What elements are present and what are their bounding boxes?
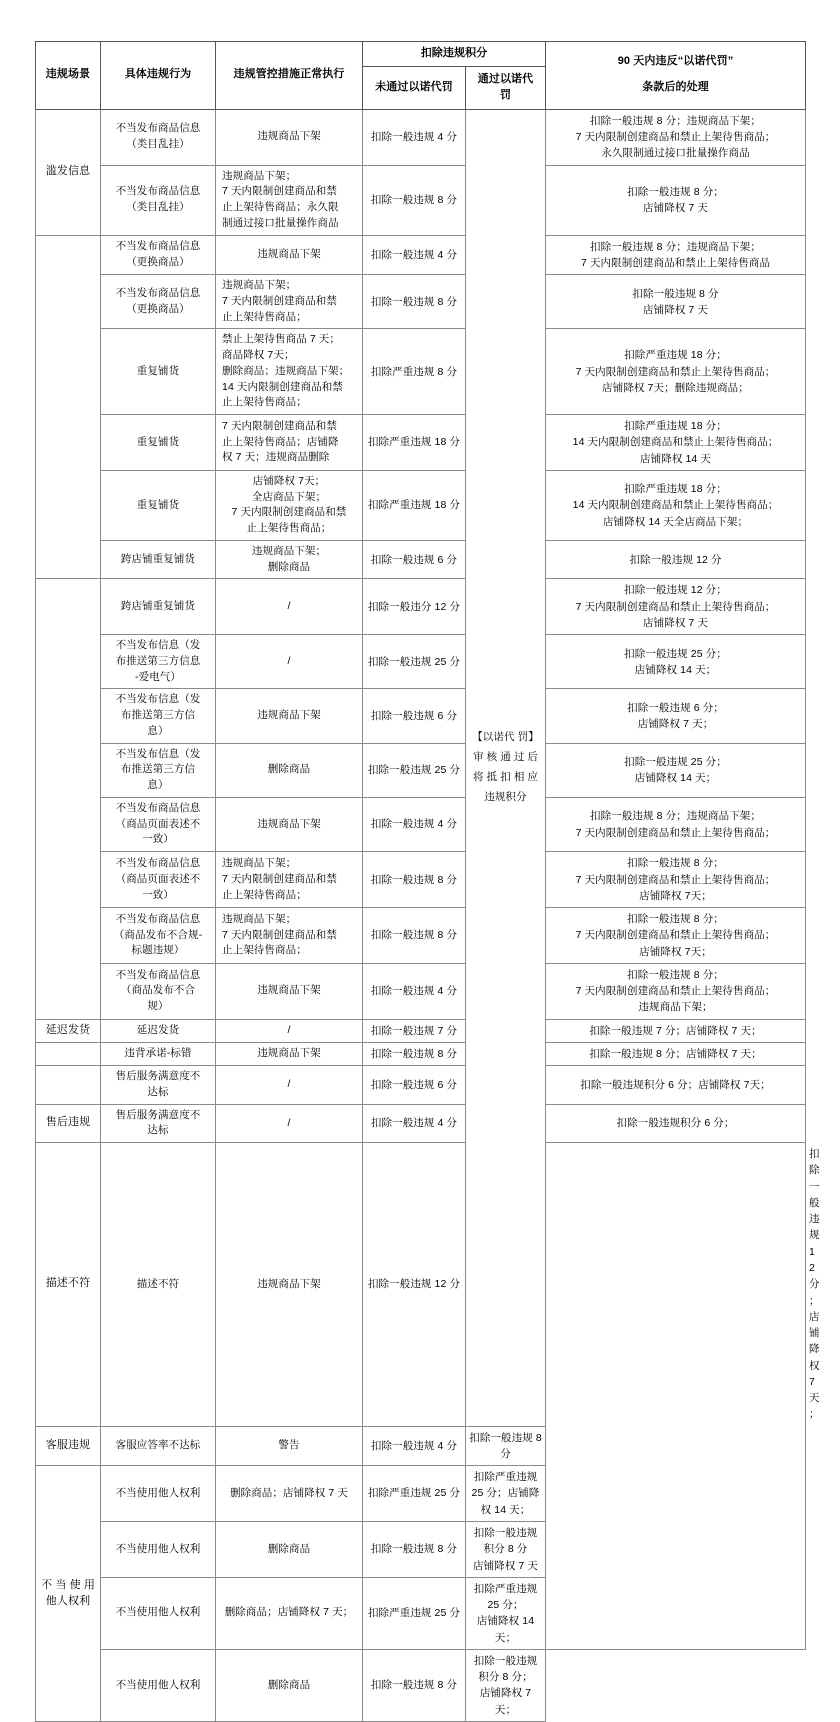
measure-cell: 删除商品 — [216, 743, 363, 797]
table-row — [36, 1019, 806, 1042]
behavior-cell: 售后服务满意度不 达标 — [101, 1104, 216, 1143]
not-passed-cell: 扣除一般违规 8 分 — [363, 852, 466, 908]
table-row — [36, 963, 806, 1019]
table-row — [36, 235, 806, 275]
table-row — [36, 1042, 806, 1065]
table-row — [36, 415, 806, 471]
behavior-cell: 不当发布商品信息 （商品发布不合规- 标题违规） — [101, 908, 216, 964]
not-passed-cell: 扣除一般违规 4 分 — [363, 235, 466, 275]
repeat-90d-cell: 扣除一般违规 8 分； 7 天内限制创建商品和禁止上架待售商品； 店铺降权 7天； — [546, 852, 806, 908]
repeat-90d-cell: 扣除一般违规积分 8 分 店铺降权 7 天 — [466, 1522, 546, 1578]
scene-cell-miaoshu: 描述不符 — [36, 1143, 101, 1427]
not-passed-cell: 扣除一般违规 8 分 — [363, 908, 466, 964]
measure-cell: 违规商品下架 — [216, 109, 363, 165]
measure-cell: 违规商品下架 — [216, 797, 363, 851]
repeat-90d-cell: 扣除一般违规 12 分； 7 天内限制创建商品和禁止上架待售商品； 店铺降权 7 天 — [546, 579, 806, 635]
measure-cell: / — [216, 635, 363, 689]
measure-cell: 违规商品下架 — [216, 689, 363, 743]
table-row — [36, 579, 806, 635]
table-row — [36, 689, 806, 743]
behavior-cell: 跨店铺重复铺货 — [101, 579, 216, 635]
table-row — [36, 470, 806, 540]
scene-cell-buzhengdang: 不 当 使 用 他人权利 — [36, 1466, 101, 1722]
col-header-scene: 违规场景 — [36, 42, 101, 110]
col-header-repeat-90d-line1: 90 天内违反“以诺代罚” — [617, 55, 734, 68]
repeat-90d-cell: 扣除一般违规 6 分； 店铺降权 7 天； — [546, 689, 806, 743]
not-passed-cell: 扣除一般违规 7 分 — [363, 1019, 466, 1042]
not-passed-cell: 扣除严重违规 25 分 — [363, 1577, 466, 1649]
not-passed-cell: 扣除严重违规 25 分 — [363, 1466, 466, 1522]
scene-cell-empty — [36, 1066, 101, 1105]
table-row — [36, 1649, 806, 1721]
behavior-cell: 不当发布商品信息 （商品发布不合 规） — [101, 963, 216, 1019]
behavior-cell: 不当使用他人权利 — [101, 1522, 216, 1578]
repeat-90d-cell: 扣除一般违规 25 分； 店铺降权 14 天； — [546, 635, 806, 689]
not-passed-cell: 扣除一般违规 8 分 — [363, 275, 466, 329]
behavior-cell: 违背承诺-标错 — [101, 1042, 216, 1065]
not-passed-cell: 扣除一般违规 6 分 — [363, 1066, 466, 1105]
table-row — [36, 743, 806, 797]
repeat-90d-cell: 扣除一般违规 8 分 店铺降权 7 天 — [546, 275, 806, 329]
measure-cell: 违规商品下架 — [216, 235, 363, 275]
behavior-cell: 重复铺货 — [101, 470, 216, 540]
not-passed-cell: 扣除一般违规 4 分 — [363, 109, 466, 165]
col-header-measure: 违规管控措施正常执行 — [216, 42, 363, 110]
behavior-cell: 不当发布信息（发 布推送第三方信 息） — [101, 689, 216, 743]
scene-cell-empty — [36, 235, 101, 579]
repeat-90d-cell: 扣除严重违规 18 分； 14 天内限制创建商品和禁止上架待售商品； 店铺降权 14 天 — [546, 415, 806, 471]
not-passed-cell: 扣除一般违规 4 分 — [363, 1426, 466, 1466]
not-passed-cell: 扣除严重违规 18 分 — [363, 470, 466, 540]
behavior-cell: 不当发布商品信息 （商品页面表述不 一致） — [101, 852, 216, 908]
col-header-passed: 通过以诺代 罚 — [466, 66, 546, 109]
not-passed-cell: 扣除一般违规 6 分 — [363, 689, 466, 743]
behavior-cell: 不当使用他人权利 — [101, 1577, 216, 1649]
measure-cell: 删除商品；店铺降权 7 天 — [216, 1466, 363, 1522]
measure-cell: / — [216, 1019, 363, 1042]
behavior-cell: 重复铺货 — [101, 329, 216, 415]
table-row — [36, 329, 806, 415]
table-row — [36, 635, 806, 689]
scene-cell-lanfa: 滥发信息 — [36, 109, 101, 235]
table-row — [36, 165, 806, 235]
repeat-90d-cell: 扣除一般违规 8 分 — [466, 1426, 546, 1466]
header-row-1 — [36, 42, 806, 67]
scene-cell-empty — [36, 579, 101, 1019]
behavior-cell: 跨店铺重复铺货 — [101, 540, 216, 579]
repeat-90d-cell: 扣除一般违规 7 分；店铺降权 7 天； — [546, 1019, 806, 1042]
behavior-cell: 不当发布商品信息 （类目乱挂） — [101, 109, 216, 165]
repeat-90d-cell: 扣除严重违规 25 分；店铺降权 14 天； — [466, 1466, 546, 1522]
not-passed-cell: 扣除一般违规 4 分 — [363, 1104, 466, 1143]
repeat-90d-cell: 扣除一般违规积分 8 分； 店铺降权 7 天； — [466, 1649, 546, 1721]
not-passed-cell: 扣除一般违规 4 分 — [363, 797, 466, 851]
repeat-90d-cell: 扣除一般违规 8 分；违规商品下架； 7 天内限制创建商品和禁止上架待售商品； — [546, 797, 806, 851]
repeat-90d-cell: 扣除严重违规 18 分； 7 天内限制创建商品和禁止上架待售商品； 店铺降权 7天；删除违规商品； — [546, 329, 806, 415]
measure-cell: 删除商品 — [216, 1649, 363, 1721]
measure-cell: / — [216, 1104, 363, 1143]
not-passed-cell: 扣除一般违分 12 分 — [363, 579, 466, 635]
table-row: 描述不符 描述不符 违规商品下架 扣除一般违规 12 分 扣除一般违规 12 分；店铺降权 7 天； — [36, 1143, 806, 1427]
behavior-cell: 重复铺货 — [101, 415, 216, 471]
measure-cell: 违规商品下架 — [216, 963, 363, 1019]
behavior-cell: 不当发布信息（发 布推送第三方信息 -爱电气） — [101, 635, 216, 689]
scene-cell-shouhou: 售后违规 — [36, 1104, 101, 1143]
behavior-cell: 不当发布商品信息 （更换商品） — [101, 235, 216, 275]
table-header — [36, 42, 806, 110]
violation-rules-table — [35, 41, 820, 1722]
repeat-90d-cell: 扣除严重违规 25 分； 店铺降权 14 天； — [466, 1577, 546, 1649]
not-passed-cell: 扣除一般违规 25 分 — [363, 743, 466, 797]
measure-cell: 删除商品；店铺降权 7 天； — [216, 1577, 363, 1649]
measure-cell: 违规商品下架 — [216, 1042, 363, 1065]
table-body — [36, 109, 820, 1721]
behavior-cell: 延迟发货 — [101, 1019, 216, 1042]
col-header-not-passed: 未通过以诺代罚 — [363, 66, 466, 109]
table-row — [36, 540, 806, 579]
repeat-90d-cell: 扣除一般违规 8 分； 7 天内限制创建商品和禁止上架待售商品； 店铺降权 7天； — [546, 908, 806, 964]
measure-cell: 违规商品下架； 删除商品 — [216, 540, 363, 579]
repeat-90d-cell: 扣除一般违规 8 分；店铺降权 7 天； — [546, 1042, 806, 1065]
behavior-cell: 不当使用他人权利 — [101, 1649, 216, 1721]
not-passed-cell: 扣除一般违规 25 分 — [363, 635, 466, 689]
not-passed-cell: 扣除一般违规 8 分 — [363, 1522, 466, 1578]
not-passed-cell: 扣除一般违规 4 分 — [363, 963, 466, 1019]
repeat-90d-cell: 扣除一般违规 8 分；违规商品下架； 7 天内限制创建商品和禁止上架待售商品 — [546, 235, 806, 275]
measure-cell: 违规商品下架 — [216, 1143, 363, 1427]
not-passed-cell: 扣除一般违规 8 分 — [363, 1042, 466, 1065]
repeat-90d-cell: 扣除一般违规 12 分 — [546, 540, 806, 579]
measure-cell: 违规商品下架； 7 天内限制创建商品和禁 止上架待售商品； — [216, 275, 363, 329]
table-row — [36, 1104, 806, 1143]
col-header-deduct-group: 扣除违规积分 — [363, 42, 546, 67]
repeat-90d-cell: 扣除一般违规 25 分； 店铺降权 14 天； — [546, 743, 806, 797]
not-passed-cell: 扣除一般违规 6 分 — [363, 540, 466, 579]
col-header-behavior: 具体违规行为 — [101, 42, 216, 110]
behavior-cell: 售后服务满意度不 达标 — [101, 1066, 216, 1105]
measure-cell: 禁止上架待售商品 7 天； 商品降权 7天； 删除商品；违规商品下架； 14 天内限制创建商品和禁 止上架待售商品； — [216, 329, 363, 415]
measure-cell: 店铺降权 7天； 全店商品下架； 7 天内限制创建商品和禁 止上架待售商品； — [216, 470, 363, 540]
measure-cell: 违规商品下架； 7 天内限制创建商品和禁 止上架待售商品； — [216, 908, 363, 964]
repeat-90d-cell: 扣除一般违规 8 分； 7 天内限制创建商品和禁止上架待售商品； 违规商品下架； — [546, 963, 806, 1019]
measure-cell: 警告 — [216, 1426, 363, 1466]
behavior-cell: 不当使用他人权利 — [101, 1466, 216, 1522]
scene-cell-yanchi: 延迟发货 — [36, 1019, 101, 1042]
not-passed-cell: 扣除一般违规 8 分 — [363, 1649, 466, 1721]
measure-cell: / — [216, 579, 363, 635]
behavior-cell: 不当发布信息（发 布推送第三方信 息） — [101, 743, 216, 797]
table-row — [36, 852, 806, 908]
not-passed-cell: 扣除一般违规 12 分 — [363, 1143, 466, 1427]
promise-empty-cell — [546, 1143, 806, 1650]
col-header-repeat-90d — [546, 42, 806, 110]
table-row — [36, 109, 806, 165]
scene-cell-kefu: 客服违规 — [36, 1426, 101, 1466]
scene-cell-empty — [36, 1042, 101, 1065]
behavior-cell: 客服应答率不达标 — [101, 1426, 216, 1466]
repeat-90d-cell: 扣除一般违规积分 6 分；店铺降权 7天； — [546, 1066, 806, 1105]
col-header-repeat-90d-line2: 条款后的处理 — [642, 81, 709, 94]
behavior-cell: 不当发布商品信息 （更换商品） — [101, 275, 216, 329]
promise-merged-cell: 【以诺代 罚】 审 核 通 过 后 将 抵 扣 相 应 违规积分 — [466, 109, 546, 1426]
not-passed-cell: 扣除严重违规 18 分 — [363, 415, 466, 471]
table-row — [36, 908, 806, 964]
measure-cell: 违规商品下架； 7 天内限制创建商品和禁 止上架待售商品；永久限 制通过接口批量操作商品 — [216, 165, 363, 235]
table-row — [36, 275, 806, 329]
behavior-cell: 不当发布商品信息 （商品页面表述不 一致） — [101, 797, 216, 851]
not-passed-cell: 扣除严重违规 8 分 — [363, 329, 466, 415]
measure-cell: / — [216, 1066, 363, 1105]
behavior-cell: 描述不符 — [101, 1143, 216, 1427]
not-passed-cell: 扣除一般违规 8 分 — [363, 165, 466, 235]
measure-cell: 7 天内限制创建商品和禁 止上架待售商品；店铺降 权 7 天；违规商品删除 — [216, 415, 363, 471]
repeat-90d-cell: 扣除一般违规积分 6 分； — [546, 1104, 806, 1143]
repeat-90d-cell: 扣除一般违规 8 分； 店铺降权 7 天 — [546, 165, 806, 235]
behavior-cell: 不当发布商品信息 （类目乱挂） — [101, 165, 216, 235]
measure-cell: 违规商品下架； 7 天内限制创建商品和禁 止上架待售商品； — [216, 852, 363, 908]
table-row — [36, 797, 806, 851]
repeat-90d-cell: 扣除严重违规 18 分； 14 天内限制创建商品和禁止上架待售商品； 店铺降权 14 天全店商品下架； — [546, 470, 806, 540]
table-row — [36, 1066, 806, 1105]
measure-cell: 删除商品 — [216, 1522, 363, 1578]
repeat-90d-cell: 扣除一般违规 8 分；违规商品下架； 7 天内限制创建商品和禁止上架待售商品； 永久限制通过接口批量操作商品 — [546, 109, 806, 165]
